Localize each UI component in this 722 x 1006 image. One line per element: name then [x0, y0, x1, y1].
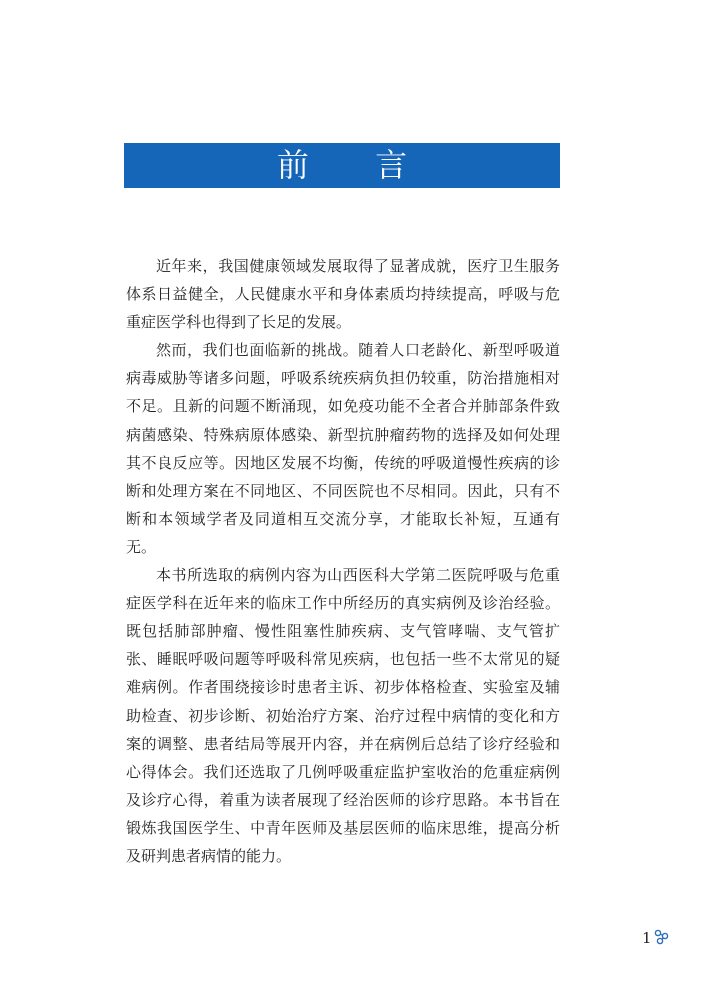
decorative-mark-icon — [654, 929, 670, 945]
preface-body — [126, 252, 560, 870]
title-banner — [124, 143, 560, 188]
paragraph: 然而，我们也面临新的挑战。随着人口老龄化、新型呼吸道病毒威胁等诸多问题，呼吸系统疾病负担仍较重，防治措施相对不足。且新的问题不断涌现，如免疫功能不全者合并肺部条件致病菌感染、特殊病原体感染、新型抗肿瘤药物的选择及如何处理其不良反应等。因地区发展不均衡，传统的呼吸道慢性疾病的诊断和处理方案在不同地区、不同医院也不尽相同。因此，只有不断和本领域学者及同道相互交流分享，才能取长补短，互通有无。 — [126, 341, 560, 556]
page-title: 前 言 — [276, 146, 436, 184]
page-number: 1 — [642, 929, 652, 947]
paragraph: 近年来，我国健康领域发展取得了显著成就，医疗卫生服务体系日益健全，人民健康水平和身体素质均持续提高，呼吸与危重症医学科也得到了长足的发展。 — [126, 257, 560, 332]
paragraph: 本书所选取的病例内容为山西医科大学第二医院呼吸与危重症医学科在近年来的临床工作中所经历的真实病例及诊治经验。既包括肺部肿瘤、慢性阻塞性肺疾病、支气管哮喘、支气管扩张、睡眠呼吸问题等呼吸科常见疾病，也包括一些不太常见的疑难病例。作者围绕接诊时患者主诉、初步体格检查、实验室及辅助检查、初步诊断、初始治疗方案、治疗过程中病情的变化和方案的调整、患者结局等展开内容，并在病例后总结了诊疗经验和心得体会。我们还选取了几例呼吸重症监护室收治的危重症病例及诊疗心得，着重为读者展现了经治医师的诊疗思路。本书旨在锻炼我国医学生、中青年医师及基层医师的临床思维，提高分析及研判患者病情的能力。 — [126, 566, 560, 865]
